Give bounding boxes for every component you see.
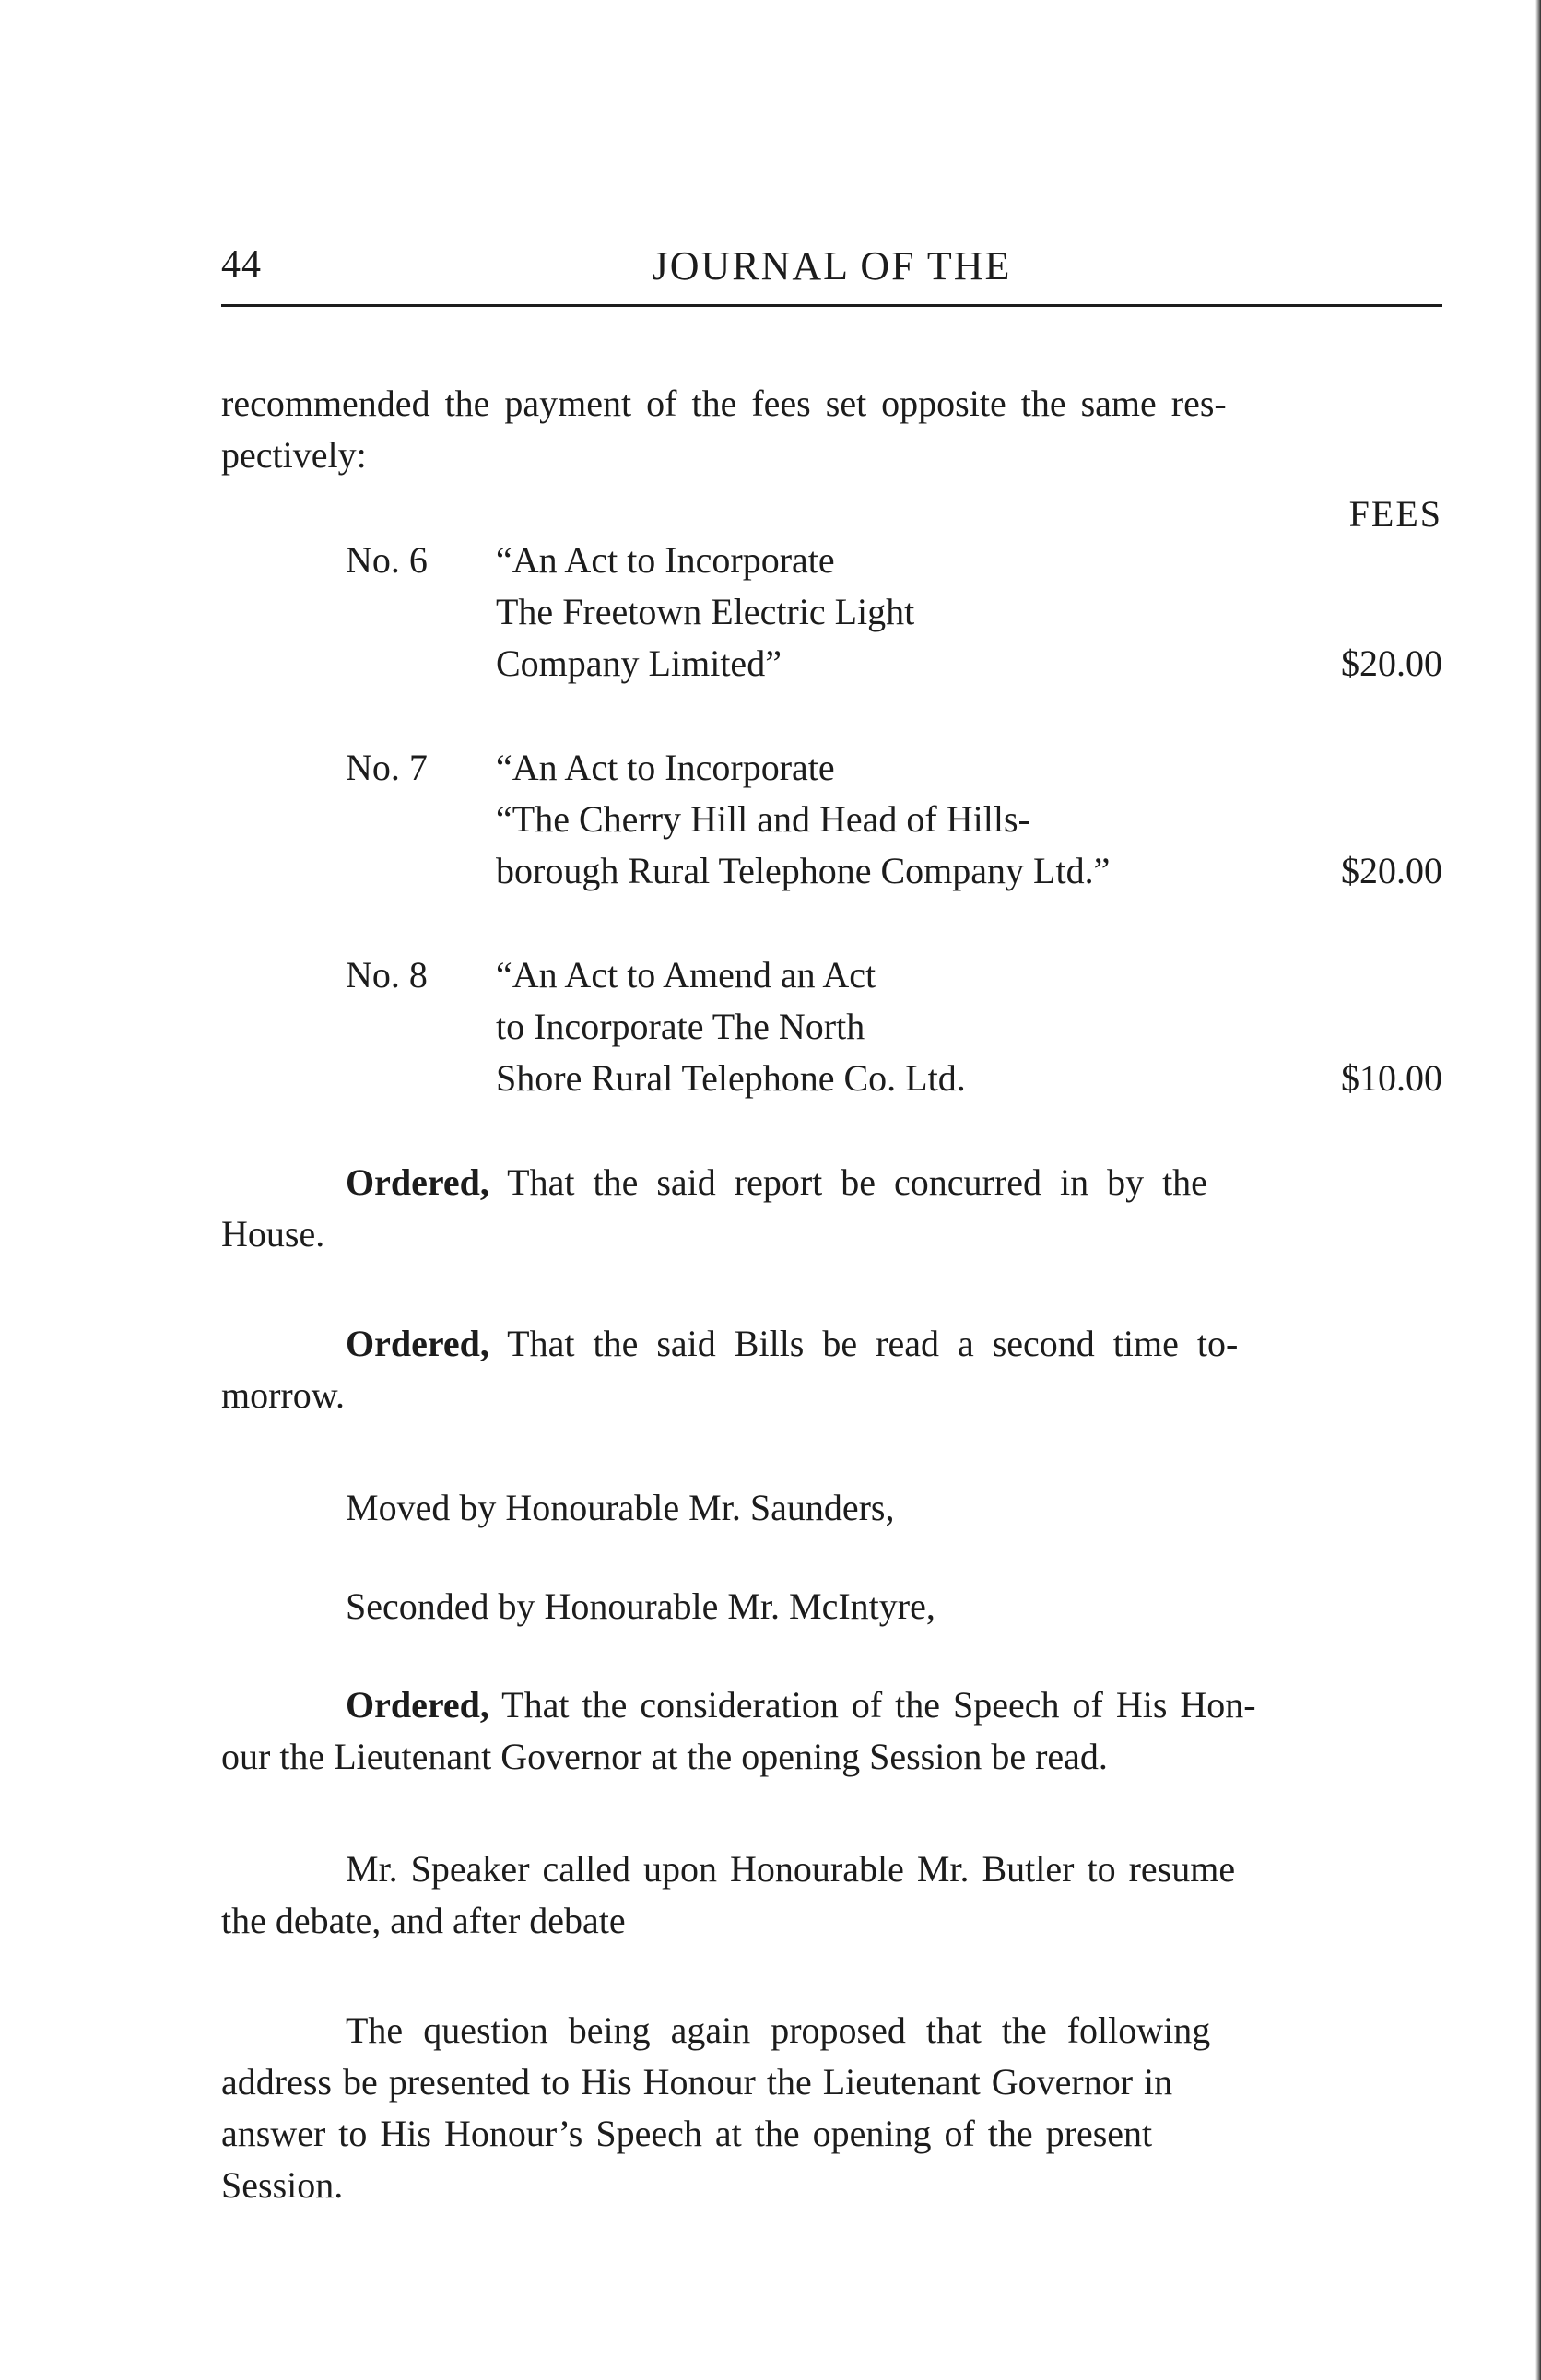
moved-by-line xyxy=(221,1482,1442,1534)
paragraph-line: Mr. Speaker called upon Honourable Mr. Butler to resume xyxy=(346,1848,1236,1890)
ordered-speech-paragraph xyxy=(221,1679,1442,1783)
bill-title-line: to Incorporate The North xyxy=(496,1006,865,1047)
bill-title-line: The Freetown Electric Light xyxy=(496,591,915,632)
header-rule xyxy=(221,304,1442,307)
bill-fee: $10.00 xyxy=(1341,1057,1442,1099)
page-edge-shadow xyxy=(1535,0,1541,2380)
bill-number: No. 8 xyxy=(346,954,428,996)
bill-number: No. 7 xyxy=(346,747,428,788)
bill-title-line: borough Rural Telephone Company Ltd.” xyxy=(496,850,1111,891)
bill-title xyxy=(496,949,1270,1104)
intro-line-2: pectively: xyxy=(221,434,367,476)
bill-title-line: “An Act to Amend an Act xyxy=(496,954,876,996)
bill-title-line: “An Act to Incorporate xyxy=(496,747,835,788)
bill-title-line: Shore Rural Telephone Co. Ltd. xyxy=(496,1057,966,1099)
ordered-lead: Ordered, xyxy=(346,1161,489,1203)
bill-title xyxy=(496,742,1270,897)
bill-fee: $20.00 xyxy=(1341,850,1442,891)
intro-line-1: recommended the payment of the fees set opposite the same res- xyxy=(221,383,1227,424)
paragraph-line: Session. xyxy=(221,2164,344,2206)
paragraph-line: Moved by Honourable Mr. Saunders, xyxy=(346,1487,895,1528)
speaker-paragraph xyxy=(221,1844,1442,1947)
bill-title xyxy=(496,535,1270,689)
paragraph-line: morrow. xyxy=(221,1374,346,1416)
ordered-second-reading-paragraph xyxy=(221,1318,1442,1421)
paragraph-line: address be presented to His Honour the Lieutenant Governor in xyxy=(221,2061,1173,2103)
question-paragraph xyxy=(221,2005,1442,2211)
paragraph-line: House. xyxy=(221,1213,325,1255)
page-header xyxy=(221,235,1442,300)
ordered-lead: Ordered, xyxy=(346,1684,489,1726)
intro-paragraph xyxy=(221,378,1442,481)
paragraph-text: That the consideration of the Speech of His Hon- xyxy=(488,1684,1256,1726)
bill-entry xyxy=(221,742,1442,899)
paragraph-text: That the said Bills be read a second time to- xyxy=(488,1323,1239,1364)
paragraph-line xyxy=(221,1679,1442,1731)
running-head: JOURNAL OF THE xyxy=(652,243,1012,289)
paragraph-line: our the Lieutenant Governor at the opening Session be read. xyxy=(221,1736,1108,1777)
paragraph-text: That the said report be concurred in by the xyxy=(488,1161,1207,1203)
page-number: 44 xyxy=(221,243,262,286)
bill-entry xyxy=(221,949,1442,1106)
paragraph-line xyxy=(221,1318,1442,1370)
bill-entry xyxy=(221,535,1442,691)
ordered-report-paragraph xyxy=(221,1157,1442,1260)
ordered-lead: Ordered, xyxy=(346,1323,489,1364)
paragraph-line: The question being again proposed that the following xyxy=(346,2009,1211,2051)
bill-title-line: “An Act to Incorporate xyxy=(496,539,835,581)
paragraph-line xyxy=(221,1157,1442,1208)
bill-number: No. 6 xyxy=(346,539,428,581)
bill-title-line: Company Limited” xyxy=(496,642,782,684)
bill-fee: $20.00 xyxy=(1341,642,1442,684)
fees-column-header: FEES xyxy=(1348,493,1442,535)
seconded-by-line xyxy=(221,1581,1442,1632)
bill-title-line: “The Cherry Hill and Head of Hills- xyxy=(496,798,1030,840)
paragraph-line: answer to His Honour’s Speech at the opening of the present xyxy=(221,2113,1153,2154)
paragraph-line: Seconded by Honourable Mr. McIntyre, xyxy=(346,1585,935,1627)
paragraph-line: the debate, and after debate xyxy=(221,1900,626,1941)
